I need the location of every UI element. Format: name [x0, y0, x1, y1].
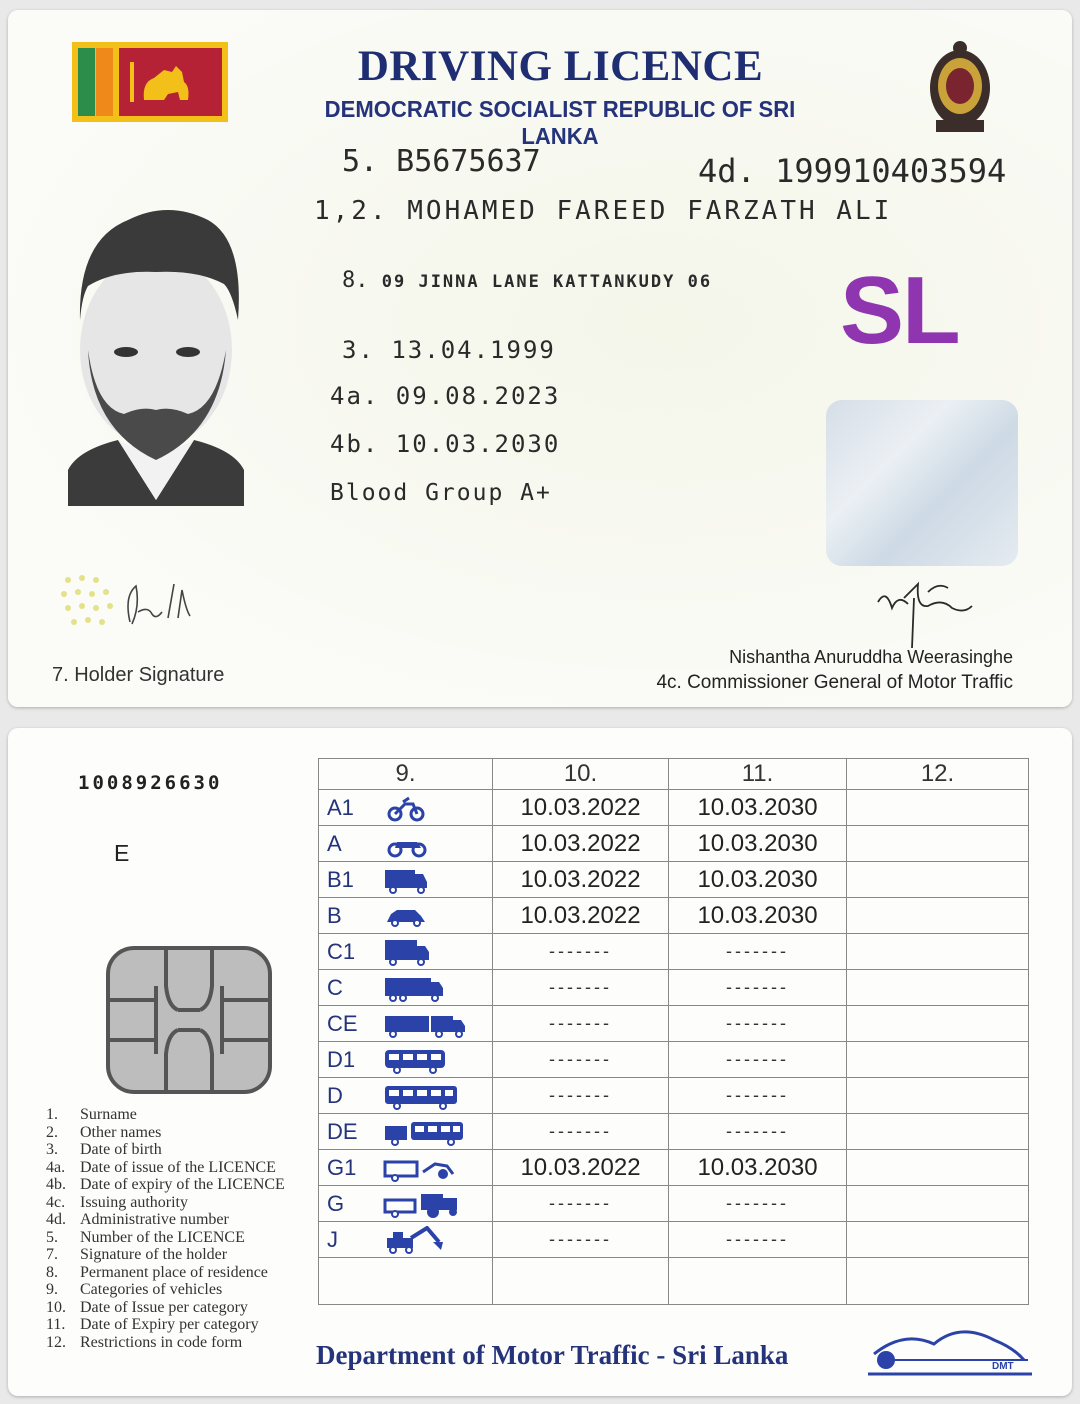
category-cell	[319, 862, 493, 898]
bus-icon	[383, 1082, 467, 1110]
restrictions-cell	[847, 934, 1029, 970]
field-legend	[46, 1106, 285, 1351]
expiry-date-cell: 10.03.2030	[669, 826, 847, 862]
category-code: D1	[327, 1047, 356, 1072]
smart-chip-icon	[106, 946, 272, 1094]
category-cell	[319, 1186, 493, 1222]
category-code: G	[327, 1191, 345, 1216]
legend-item: 11. Date of Expiry per category	[46, 1316, 259, 1333]
restrictions-cell	[847, 1114, 1029, 1150]
motorcycle-icon	[383, 830, 467, 858]
legend-item: 4a. Date of issue of the LICENCE	[46, 1158, 276, 1176]
date-of-birth: 3. 13.04.1999	[342, 336, 556, 364]
issue-date-cell: -------	[493, 970, 669, 1006]
category-cell	[319, 790, 493, 826]
legend-item: 1. Surname	[46, 1106, 137, 1123]
category-row-d	[319, 1078, 1029, 1114]
empty-row	[319, 1258, 1029, 1305]
date-of-issue: 4a. 09.08.2023	[330, 382, 561, 410]
table-header-row	[319, 759, 1029, 790]
minibus-icon	[383, 1046, 467, 1074]
blood-group: Blood Group A+	[330, 480, 552, 506]
category-code: B1	[327, 867, 354, 892]
category-row-g	[319, 1186, 1029, 1222]
category-row-c	[319, 970, 1029, 1006]
issue-date-cell: 10.03.2022	[493, 898, 669, 934]
legend-item: 7. Signature of the holder	[46, 1246, 228, 1263]
expiry-date-cell: 10.03.2030	[669, 898, 847, 934]
category-cell	[319, 1006, 493, 1042]
holder-photo	[58, 200, 254, 506]
licence-back	[8, 728, 1072, 1396]
dmt-logo-text: DMT	[992, 1361, 1014, 1372]
empty-cell	[493, 1258, 669, 1305]
category-cell	[319, 1114, 493, 1150]
hand-tractor-icon	[383, 1154, 467, 1182]
date-of-expiry: 4b. 10.03.2030	[330, 430, 561, 458]
dmt-logo-icon	[864, 1326, 1034, 1382]
holder-name: 1,2. MOHAMED FAREED FARZATH ALI	[314, 196, 893, 226]
hologram	[826, 400, 1018, 566]
legend-item: 8. Permanent place of residence	[46, 1263, 268, 1281]
commissioner-signature	[868, 568, 978, 650]
category-row-c1	[319, 934, 1029, 970]
expiry-date-cell: 10.03.2030	[669, 1150, 847, 1186]
category-cell	[319, 970, 493, 1006]
category-code: C	[327, 975, 343, 1000]
restrictions-cell	[847, 790, 1029, 826]
issue-date-cell: -------	[493, 1006, 669, 1042]
category-row-j	[319, 1222, 1029, 1258]
header-expiry-date: 11.	[669, 759, 847, 790]
issue-date-cell: 10.03.2022	[493, 862, 669, 898]
legend-item: 12. Restrictions in code form	[46, 1333, 243, 1351]
restrictions-cell	[847, 1042, 1029, 1078]
legend-item: 3. Date of birth	[46, 1141, 162, 1158]
car-icon	[383, 902, 467, 930]
licence-title: DRIVING LICENCE	[357, 43, 764, 90]
expiry-date-cell: -------	[669, 1042, 847, 1078]
legend-item: 2. Other names	[46, 1123, 162, 1141]
expiry-date-cell: 10.03.2030	[669, 862, 847, 898]
category-code: DE	[327, 1119, 358, 1144]
header-restrictions: 12.	[847, 759, 1029, 790]
address-prefix: 8.	[342, 268, 369, 293]
category-row-a	[319, 826, 1029, 862]
category-code: A	[327, 831, 342, 856]
issue-date-cell: -------	[493, 1186, 669, 1222]
issue-date-cell: -------	[493, 1222, 669, 1258]
truck-trailer-icon	[383, 1010, 467, 1038]
restrictions-cell	[847, 862, 1029, 898]
empty-cell	[319, 1258, 493, 1305]
restrictions-cell	[847, 1006, 1029, 1042]
legend-item: 4c. Issuing authority	[46, 1193, 188, 1211]
expiry-date-cell: -------	[669, 1186, 847, 1222]
light-truck-icon	[383, 938, 467, 966]
expiry-date-cell: -------	[669, 970, 847, 1006]
holder-signature	[116, 576, 206, 632]
issue-date-cell: 10.03.2022	[493, 826, 669, 862]
issue-date-cell: -------	[493, 934, 669, 970]
empty-cell	[669, 1258, 847, 1305]
issue-date-cell: 10.03.2022	[493, 1150, 669, 1186]
address-field	[342, 268, 712, 293]
restrictions-cell	[847, 1186, 1029, 1222]
department-name: Department of Motor Traffic - Sri Lanka	[316, 1340, 789, 1370]
issue-date-cell: -------	[493, 1114, 669, 1150]
issue-date-cell: 10.03.2022	[493, 790, 669, 826]
category-row-g1	[319, 1150, 1029, 1186]
legend-item: 10. Date of Issue per category	[46, 1298, 248, 1316]
legend-item: 4d. Administrative number	[46, 1211, 229, 1228]
country-code: SL	[840, 257, 959, 364]
expiry-date-cell: -------	[669, 934, 847, 970]
truck-icon	[383, 974, 467, 1002]
restrictions-cell	[847, 970, 1029, 1006]
category-code: CE	[327, 1011, 358, 1036]
category-row-b	[319, 898, 1029, 934]
category-row-de	[319, 1114, 1029, 1150]
category-code: A1	[327, 795, 354, 820]
restrictions-cell	[847, 898, 1029, 934]
expiry-date-cell: 10.03.2030	[669, 790, 847, 826]
legend-item: 9. Categories of vehicles	[46, 1281, 223, 1298]
expiry-date-cell: -------	[669, 1114, 847, 1150]
category-cell	[319, 934, 493, 970]
category-code: G1	[327, 1155, 357, 1180]
administrative-number: 4d. 199910403594	[698, 152, 1007, 190]
special-vehicle-icon	[383, 1226, 467, 1254]
header-categories: 9.	[319, 759, 493, 790]
category-code: J	[327, 1227, 338, 1252]
licence-number: 5. B5675637	[342, 144, 541, 179]
category-cell	[319, 1222, 493, 1258]
category-row-b1	[319, 862, 1029, 898]
category-cell	[319, 826, 493, 862]
category-code: B	[327, 903, 342, 928]
expiry-date-cell: -------	[669, 1006, 847, 1042]
bus-trailer-icon	[383, 1118, 467, 1146]
legend-item: 5. Number of the LICENCE	[46, 1228, 245, 1246]
legend-item: 4b. Date of expiry of the LICENCE	[46, 1176, 285, 1193]
restrictions-cell	[847, 826, 1029, 862]
empty-cell	[847, 1258, 1029, 1305]
categories-table	[318, 758, 1029, 1305]
national-emblem-icon	[926, 36, 994, 136]
sri-lanka-flag-icon	[72, 42, 228, 122]
category-cell	[319, 898, 493, 934]
category-cell	[319, 1042, 493, 1078]
category-cell	[319, 1078, 493, 1114]
country-subtitle: DEMOCRATIC SOCIALIST REPUBLIC OF SRI LANKA	[324, 96, 796, 149]
card-serial-number: 1008926630	[78, 772, 223, 794]
restrictions-cell	[847, 1222, 1029, 1258]
category-code: C1	[327, 939, 356, 964]
issue-date-cell: -------	[493, 1078, 669, 1114]
expiry-date-cell: -------	[669, 1078, 847, 1114]
tractor-icon	[383, 1190, 467, 1218]
expiry-date-cell: -------	[669, 1222, 847, 1258]
header-issue-date: 10.	[493, 759, 669, 790]
commissioner-title: 4c. Commissioner General of Motor Traffic	[656, 672, 1013, 693]
restrictions-cell	[847, 1078, 1029, 1114]
issue-date-cell: -------	[493, 1042, 669, 1078]
category-code: D	[327, 1083, 343, 1108]
moped-icon	[383, 794, 467, 822]
holder-signature-label: 7. Holder Signature	[52, 664, 225, 686]
restrictions-cell	[847, 1150, 1029, 1186]
category-row-ce	[319, 1006, 1029, 1042]
category-row-a1	[319, 790, 1029, 826]
licence-front	[8, 10, 1072, 707]
category-cell	[319, 1150, 493, 1186]
commissioner-name: Nishantha Anuruddha Weerasinghe	[729, 647, 1013, 667]
holder-address: 09 JINNA LANE KATTANKUDY 06	[381, 272, 713, 292]
card-letter: E	[114, 840, 130, 866]
three-wheeler-icon	[383, 866, 467, 894]
category-row-d1	[319, 1042, 1029, 1078]
